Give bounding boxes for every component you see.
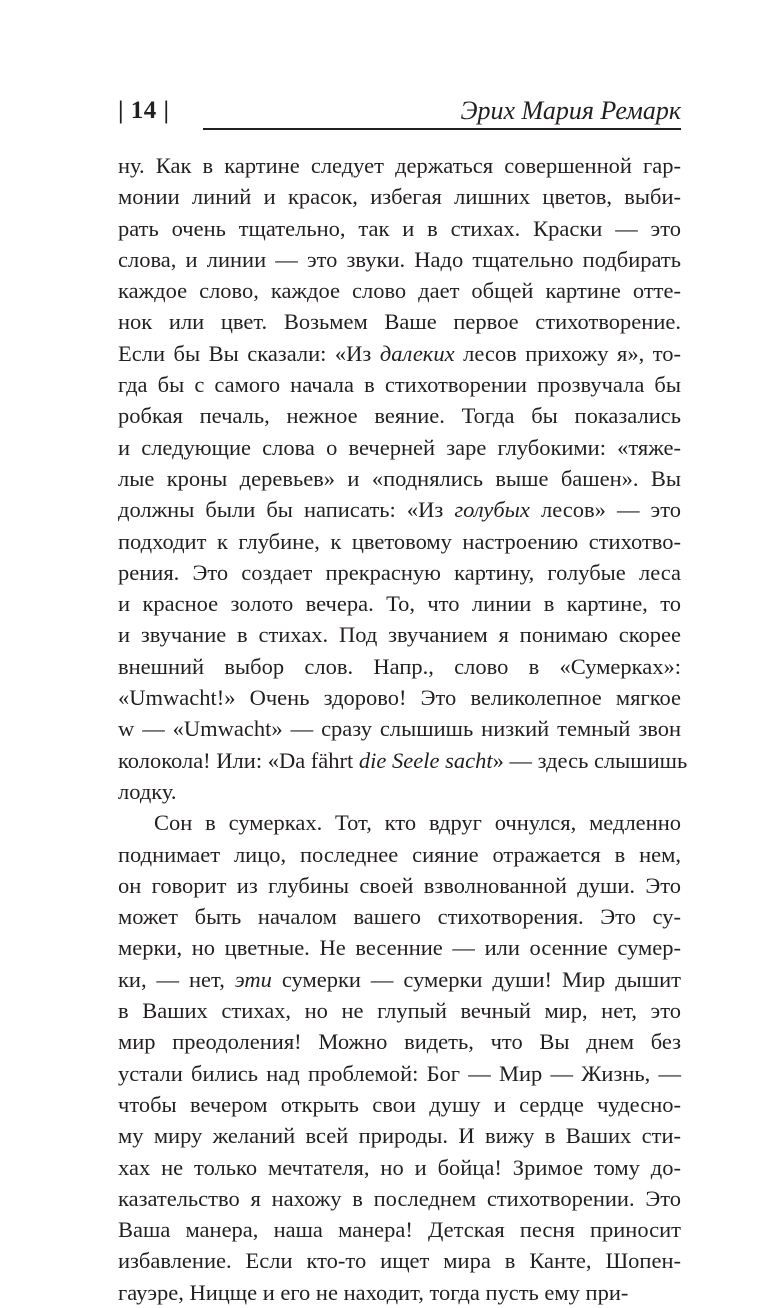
text-line: [118, 150, 681, 181]
text-segment: » — здесь слышишь: [492, 747, 688, 773]
text-segment: чтобы вечером открыть свои душу и сердце чудесно-: [118, 1091, 681, 1117]
text-segment: колокола! Или: «Da fährt: [118, 747, 359, 773]
text-segment: лесов» — это: [529, 497, 681, 523]
text-segment: мир преодоления! Можно видеть, что Вы днем без: [118, 1029, 681, 1055]
text-segment: внешний выбор слов. Напр., слово в «Сумерках»:: [118, 653, 681, 679]
text-segment: и звучание в стихах. Под звучанием я понимаю скорее: [118, 622, 681, 648]
italic-text: эти: [234, 966, 272, 992]
text-segment: лые кроны деревьев» и «поднялись выше башен». Вы: [118, 465, 681, 491]
text-segment: хах не только мечтателя, но и бойца! Зримое тому до-: [118, 1154, 681, 1180]
text-segment: Если бы Вы сказали: «Из: [118, 340, 380, 366]
header-rule: [203, 128, 681, 130]
text-segment: гда бы с самого начала в стихотворении прозвучала бы: [118, 372, 681, 398]
text-segment: должны были бы написать: «Из: [118, 497, 455, 523]
text-segment: w — «Umwacht» — сразу слышишь низкий темный звон: [118, 716, 681, 742]
text-line: [118, 682, 681, 713]
text-segment: Сон в сумерках. Тот, кто вдруг очнулся, медленно: [154, 810, 681, 836]
text-line: [118, 619, 681, 650]
text-segment: лодку.: [118, 778, 177, 804]
text-segment: поднимает лицо, последнее сияние отражается в нем,: [118, 841, 681, 867]
text-segment: сумерки — сумерки души! Мир дышит: [271, 966, 681, 992]
body-text: [118, 150, 688, 1308]
italic-text: далеких: [379, 340, 455, 366]
text-line: [118, 1245, 681, 1276]
text-line: [118, 275, 681, 306]
text-segment: он говорит из глубины своей взволнованной души. Это: [118, 872, 681, 898]
text-segment: избавление. Если кто-то ищет мира в Канте, Шопен-: [118, 1248, 681, 1274]
italic-text: голубых: [454, 497, 530, 523]
text-segment: ну. Как в картине следует держаться совершенной гар-: [118, 153, 681, 178]
text-line: [118, 1214, 681, 1245]
text-line: [118, 557, 681, 588]
text-segment: лесов прихожу я», то-: [454, 340, 681, 366]
text-line: [118, 526, 681, 557]
text-segment: монии линий и красок, избегая лишних цветов, выби-: [118, 184, 681, 210]
text-line: [118, 807, 681, 838]
text-line: [118, 776, 681, 807]
text-line: [118, 745, 688, 776]
author-name: Эрих Мария Ремарк: [460, 96, 681, 125]
text-line: [118, 1089, 681, 1120]
text-line: [118, 369, 681, 400]
page-number: | 14 |: [118, 97, 170, 124]
text-line: [118, 494, 681, 525]
text-line: [118, 400, 681, 431]
text-segment: подходит к глубине, к цветовому настроению стихотво-: [118, 528, 681, 554]
text-line: [118, 870, 681, 901]
text-line: [118, 995, 681, 1026]
text-segment: каждое слово, каждое слово дает общей картине отте-: [118, 278, 681, 304]
text-line: [118, 1058, 681, 1089]
text-line: [118, 713, 681, 744]
text-segment: слова, и линии — это звуки. Надо тщательно подбирать: [118, 246, 681, 272]
text-segment: мерки, но цветные. Не весенние — или осенние сумер-: [118, 935, 681, 961]
text-segment: может быть началом вашего стихотворения. Это су-: [118, 904, 681, 930]
text-segment: в Ваших стихах, но не глупый вечный мир, нет, это: [118, 998, 681, 1024]
text-segment: рения. Это создает прекрасную картину, голубые леса: [118, 559, 681, 585]
text-segment: рать очень тщательно, так и в стихах. Краски — это: [118, 215, 681, 241]
italic-text: die Seele sacht: [358, 747, 493, 773]
text-segment: ки, — нет,: [118, 966, 235, 992]
text-line: [118, 338, 681, 369]
text-line: [118, 463, 681, 494]
text-line: [118, 1120, 681, 1151]
text-segment: Ваша манера, наша манера! Детская песня приносит: [118, 1217, 681, 1243]
text-line: [118, 1026, 681, 1057]
text-line: [118, 181, 681, 212]
text-segment: и красное золото вечера. То, что линии в картине, то: [118, 591, 681, 617]
text-line: [118, 1152, 681, 1183]
text-segment: нок или цвет. Возьмем Ваше первое стихотворение.: [118, 309, 681, 335]
text-line: [118, 588, 681, 619]
text-line: [118, 932, 681, 963]
text-segment: гауэре, Ницще и его не находит, тогда пусть ему при-: [118, 1279, 629, 1305]
text-line: [118, 651, 681, 682]
text-line: [118, 213, 681, 244]
text-line: [118, 1277, 681, 1308]
text-line: [118, 306, 681, 337]
text-line: [118, 432, 681, 463]
running-head: [118, 94, 681, 134]
text-segment: устали бились над проблемой: Бог — Мир — Жизнь, —: [118, 1060, 681, 1086]
text-segment: «Umwacht!» Очень здорово! Это великолепное мягкое: [118, 685, 681, 711]
text-line: [118, 964, 681, 995]
text-segment: му миру желаний всей природы. И вижу в Ваших сти-: [118, 1123, 681, 1149]
text-segment: и следующие слова о вечерней заре глубокими: «тяже-: [118, 434, 681, 460]
text-segment: казательство я нахожу в последнем стихотворении. Это: [118, 1185, 681, 1211]
text-line: [118, 839, 681, 870]
text-line: [118, 244, 681, 275]
text-segment: робкая печаль, нежное веяние. Тогда бы показались: [118, 403, 681, 429]
text-line: [118, 901, 681, 932]
text-line: [118, 1183, 681, 1214]
